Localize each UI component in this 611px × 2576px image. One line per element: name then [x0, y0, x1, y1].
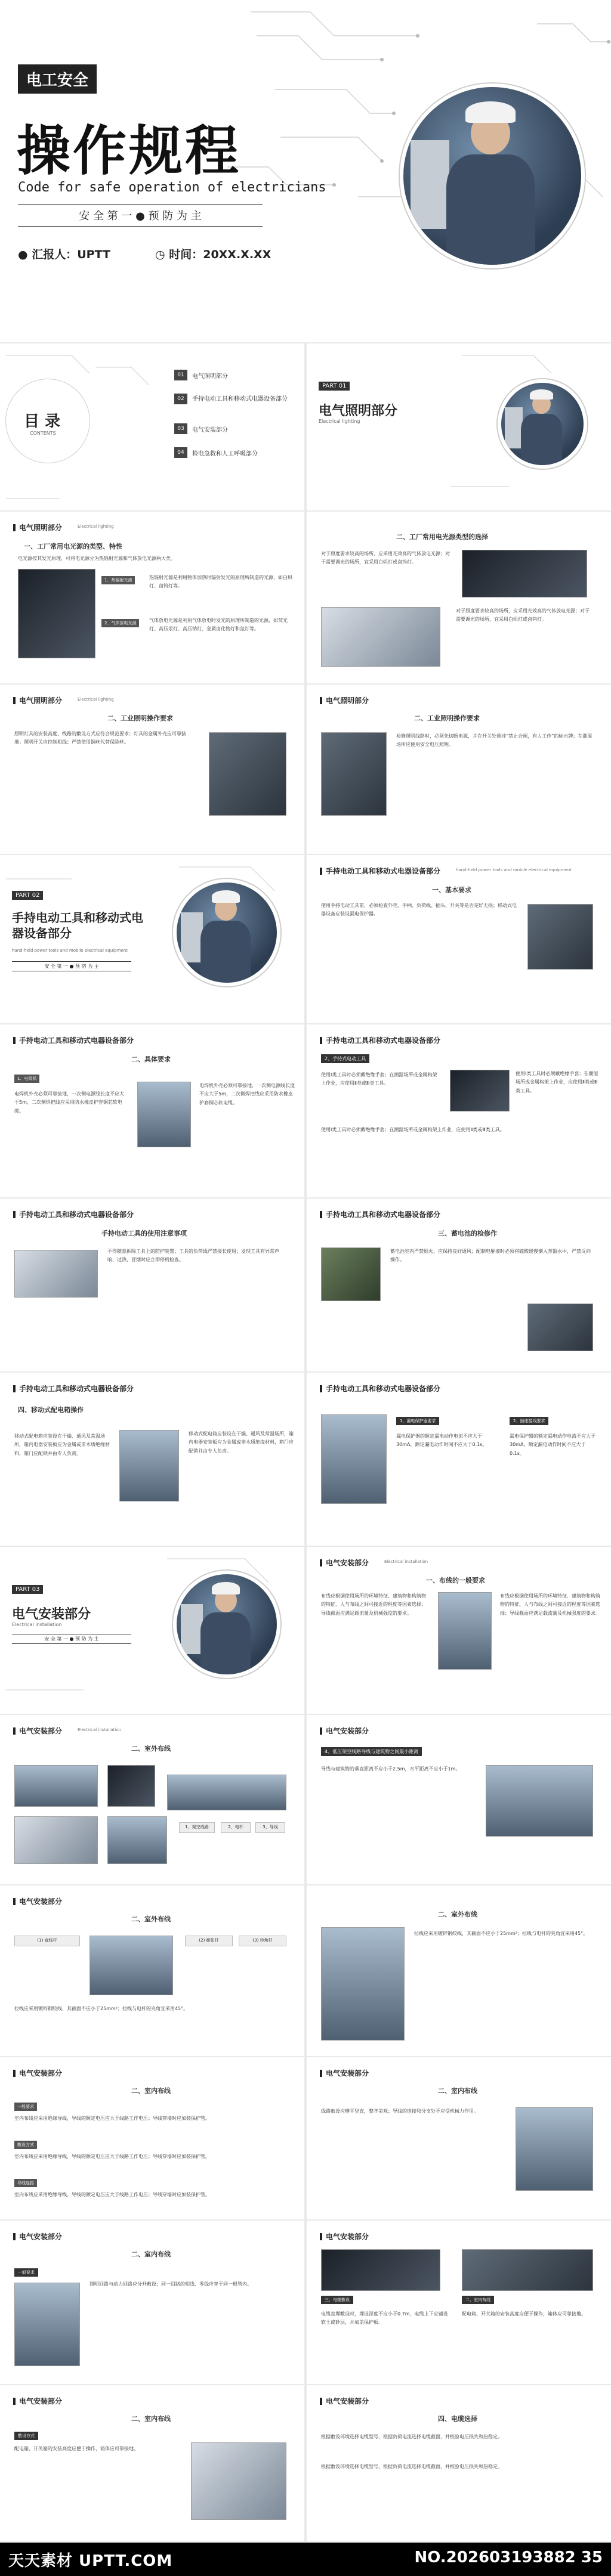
part-sub: Electrical lighting — [319, 419, 360, 424]
sub-badge: 三、电缆敷设 — [321, 2296, 353, 2304]
toc-num: 04 — [174, 447, 187, 458]
sky-line-photo — [167, 1775, 286, 1810]
clock-icon: ◷ — [155, 248, 165, 261]
body-text: 热辐射光源是利用物体加热时辐射发光的原理所制造的光源，如白炽灯、卤钨灯等。 — [149, 575, 292, 589]
body-text: 电缆直埋敷设时，埋设深度不应小于0.7m，电缆上下应铺设软土或砂层，并加盖保护板。 — [321, 2311, 448, 2326]
install-slide-9 — [307, 2221, 611, 2384]
body-text: 不得随意拆除工具上的防护装置；工具的负荷线严禁接长使用；发现工具有异常声响、过热、冒烟时应立即停机检查。 — [107, 1249, 279, 1263]
slide-header: 手持电动工具和移动式电器设备部分 — [320, 866, 440, 876]
electrician-photo — [321, 732, 387, 816]
tag-thermal: 1、热辐射光源 — [101, 576, 135, 584]
part-tag: PART 02 — [12, 891, 43, 900]
tag-1: 一般要求 — [14, 2103, 37, 2111]
section-title: 四、移动式配电箱操作 — [18, 1406, 84, 1414]
body-text: 对于照度要求较高的场所，应采用光效高的气体放电光源；对于需要调光的场所，宜采用白炽灯或卤钨灯。 — [321, 551, 450, 565]
body-text: 对于照度要求较高的场所，应采用光效高的气体放电光源；对于需要调光的场所，宜采用白炽灯或卤钨灯。 — [456, 608, 590, 623]
part-tag: PART 03 — [12, 1585, 43, 1594]
tower-line-photo — [486, 1765, 593, 1837]
install-slide-3 — [307, 1715, 611, 1884]
install-slide-5 — [307, 1885, 611, 2056]
toc-label: 电气照明部分 — [192, 373, 228, 380]
body-text: 漏电保护器的额定漏电动作电流不应大于30mA，额定漏电动作时间不应大于0.1s。 — [396, 1433, 487, 1448]
watermark-number: NO.202603193882 35 — [414, 2549, 603, 2566]
sub-badge: 敷设方式 — [14, 2432, 38, 2440]
slide-header: 电气安装部分 — [320, 2068, 369, 2078]
body-text: 照明灯具的安装高度、线路的敷设方式应符合规范要求；灯具的金属外壳应可靠接地；照明开关应控制相线；严禁使用铜丝代替保险丝。 — [14, 731, 186, 745]
slide-header: 电气照明部分 — [13, 695, 62, 705]
section-title: 二、室内布线 — [131, 2415, 171, 2423]
section-title: 二、室内布线 — [131, 2250, 171, 2258]
lighting-slide-3 — [0, 685, 304, 854]
body-text: 移动式配电箱应装设在干燥、通风及常温场所，箱内电器安装板应为金属或非木质绝缘材料，箱门应配锁并由专人负责。 — [14, 1433, 110, 1456]
tools-slide-2 — [0, 1024, 304, 1197]
conduit-photo — [191, 2442, 286, 2520]
body-text: 布线应根据使用场所的环境特征、建筑物和构筑物的特征、人与布线之间可接近的程度等因素选择；导线截面应满足载流量及机械强度的要求。 — [500, 1593, 600, 1616]
section-title: 二、工业照明操作要求 — [414, 714, 480, 722]
pylon-photo — [321, 1927, 405, 2041]
substation-photo — [516, 2107, 593, 2191]
item-label-1: 1、架空线路 — [179, 1822, 215, 1833]
part2-slide — [0, 855, 304, 1023]
reporter-label: 汇报人：UPTT — [32, 248, 110, 261]
tag-3: 导线连接 — [14, 2179, 37, 2187]
tag-welder: 1、电焊机 — [14, 1075, 39, 1083]
section-title: 二、具体要求 — [131, 1055, 171, 1063]
lighting-slide-1 — [0, 512, 304, 683]
body-text: 配电箱、开关箱的安装高度应便于操作，箱体应可靠接地。 — [462, 2311, 586, 2317]
slide-header: 电气照明部分 — [13, 522, 62, 532]
slide-header: 电气安装部分 — [13, 2068, 62, 2078]
section-title: 手持电动工具的使用注意事项 — [101, 1230, 187, 1237]
part3-photo — [173, 1571, 280, 1678]
time-label: 时间：20XX.X.XX — [169, 248, 271, 261]
part-title: 电气照明部分 — [319, 404, 398, 419]
sub-badge: 1、漏电保护器要求 — [396, 1417, 439, 1425]
part-tag: PART 01 — [319, 382, 350, 391]
body-text: 电光源按其发光原理，可将电光源分为热辐射光源和气体放电光源两大类。 — [18, 556, 175, 561]
item-label-3: (3) 转角杆 — [239, 1936, 286, 1946]
body-text: 移动式配电箱应装设在干燥、通风及常温场所，箱内电器安装板应为金属或非木质绝缘材料，箱门应配锁并由专人负责。 — [189, 1431, 294, 1454]
pylon-photo — [438, 1592, 492, 1670]
install-slide-11 — [307, 2385, 611, 2541]
part-slogan: 安 全 第 一 ● 预 防 为 主 — [12, 1634, 131, 1644]
slide-header: 电气安装部分 — [320, 2396, 369, 2406]
toc-slide — [0, 343, 304, 510]
part3-slide — [0, 1547, 304, 1714]
worker-photo — [527, 904, 593, 970]
pliers-photo — [14, 1250, 98, 1298]
slide-header: 手持电动工具和移动式电器设备部分 — [320, 1383, 440, 1394]
slide-header: 手持电动工具和移动式电器设备部分 — [13, 1035, 134, 1045]
slide-header: 电气安装部分 — [320, 1726, 369, 1736]
section-title: 二、室内布线 — [131, 2087, 171, 2095]
pole-photo — [14, 1816, 98, 1864]
tag-gas: 2、气体放电光源 — [101, 619, 139, 627]
section-title: 二、室外布线 — [438, 1911, 477, 1918]
body-text: 配电箱、开关箱的安装高度应便于操作，箱体应可靠接地。 — [14, 2446, 138, 2451]
body-text: 检修照明线路时，必须先切断电源，并在开关处悬挂“禁止合闸，有人工作”的标示牌；在潮湿场所应使用安全电压照明。 — [396, 733, 593, 748]
body-text: 室内布线应采用绝缘导线，导线的额定电压应大于线路工作电压；导线穿墙时应加装保护管。 — [14, 2116, 210, 2121]
welder-photo — [137, 1082, 191, 1147]
body-text: 使用Ⅰ类工具时必须戴绝缘手套；在潮湿场所或金属构架上作业，应使用Ⅱ类或Ⅲ类工具。 — [321, 1127, 505, 1132]
battery-photo — [527, 1304, 593, 1351]
control-panel-photo — [321, 607, 440, 667]
body-text: 漏电保护器的额定漏电动作电流不应大于30mA，额定漏电动作时间不应大于0.1s。 — [510, 1433, 595, 1456]
wire-photo — [107, 1816, 167, 1864]
battery-room-photo — [321, 1247, 381, 1301]
part-sub: Electrical installation — [12, 1622, 62, 1627]
toc-item-3[interactable] — [174, 423, 228, 434]
body-text: 线路敷设应横平竖直，整齐美观；导线的连接和分支处不应受机械力作用。 — [321, 2109, 479, 2114]
lamp-diagram-photo — [462, 550, 587, 597]
section-title: 二、室内布线 — [438, 2087, 477, 2095]
slide-header: 电气安装部分 — [13, 1896, 62, 1906]
part-title: 手持电动工具和移动式电器设备部分 — [12, 911, 143, 940]
watermark-site: 天天素材 UPTT.COM — [8, 2552, 173, 2570]
toc-num: 01 — [174, 370, 187, 380]
slide-header: 手持电动工具和移动式电器设备部分 — [320, 1209, 440, 1219]
body-text: 使用Ⅰ类工具时必须戴绝缘手套；在潮湿场所或金属构架上作业，应使用Ⅱ类或Ⅲ类工具。 — [516, 1071, 598, 1094]
section-title: 一、工厂常用电光源的类型、特性 — [24, 543, 122, 550]
section-title: 二、工业照明操作要求 — [107, 714, 173, 722]
user-icon: ● — [18, 248, 28, 261]
cover-electrician-photo — [400, 83, 585, 268]
slide-header-sub: Electrical lighting — [78, 697, 114, 702]
slide-header-sub: Electrical installation — [78, 1727, 122, 1732]
toc-num: 03 — [174, 423, 187, 434]
body-text: 布线应根据使用场所的环境特征、建筑物和构筑物的特征、人与布线之间可接近的程度等因素选择；导线截面应满足载流量及机械强度的要求。 — [321, 1593, 426, 1616]
slide-header: 手持电动工具和移动式电器设备部分 — [13, 1209, 134, 1219]
slide-header: 电气安装部分 — [320, 2231, 369, 2241]
install-slide-4 — [0, 1885, 304, 2056]
cover-tag: 电工安全 — [18, 64, 97, 94]
slide-header: 手持电动工具和移动式电器设备部分 — [13, 1383, 134, 1394]
part-sub: hand-held power tools and mobile electrical equipment — [12, 948, 128, 953]
body-text: 根据敷设环境选择电缆型号，根据负荷电流选择电缆截面，并校验电压损失和热稳定。 — [321, 2434, 502, 2439]
reporter-row — [18, 246, 110, 262]
electrician-work-photo — [209, 732, 286, 816]
body-text: 照明回路与动力回路应分开敷设；同一回路的相线、零线应穿于同一根管内。 — [90, 2281, 252, 2287]
section-title: 二、室外布线 — [131, 1915, 171, 1923]
slide-header-sub: Electrical installation — [384, 1559, 428, 1564]
install-slide-7 — [307, 2057, 611, 2219]
section-title: 三、蓄电池的检修作 — [438, 1230, 497, 1237]
tools-slide-4 — [0, 1199, 304, 1371]
slide-header-sub: hand-held power tools and mobile electrical equipment — [456, 868, 572, 872]
line-photo — [107, 1765, 155, 1807]
toc-item-4[interactable] — [174, 447, 258, 458]
slide-header: 电气安装部分 — [13, 1726, 62, 1736]
install-slide-2 — [0, 1715, 304, 1884]
sub-badge: 一般要求 — [14, 2268, 38, 2277]
body-text: 拉线应采用镀锌钢绞线，其截面不应小于25mm²；拉线与电杆的夹角宜采用45°。 — [14, 2006, 189, 2011]
cover-title: 操作规程 — [17, 120, 241, 182]
slide-header: 电气照明部分 — [320, 695, 369, 705]
toc-title: 目 录 — [24, 413, 61, 431]
watermark-footer — [0, 2543, 611, 2576]
cable-tray-photo — [321, 2249, 440, 2291]
part1-photo — [498, 379, 587, 469]
item-label-2: (2) 耐张杆 — [185, 1936, 233, 1946]
switchgear-photo — [462, 2249, 593, 2291]
sub-badge: 2、插座接线要求 — [510, 1417, 548, 1425]
part1-slide — [307, 343, 611, 510]
body-text: 电焊机外壳必须可靠接地，一次侧电源线长度不应大于5m，二次侧焊把线应采用防水橡皮护套铜芯软电缆。 — [14, 1091, 124, 1114]
toc-item-1[interactable] — [174, 370, 228, 380]
body-text: 室内布线应采用绝缘导线，导线的额定电压应大于线路工作电压；导线穿墙时应加装保护管。 — [14, 2192, 210, 2197]
install-slide-10 — [0, 2385, 304, 2541]
install-slide-8 — [0, 2221, 304, 2384]
tools-slide-7 — [307, 1373, 611, 1546]
item-label-1: (1) 直线杆 — [14, 1936, 80, 1946]
part-title: 电气安装部分 — [12, 1607, 91, 1622]
slide-header: 电气安装部分 — [13, 2396, 62, 2406]
tools-slide-3 — [307, 1024, 611, 1197]
toc-label: 电气安装部分 — [192, 426, 228, 434]
cover-slogan: 安 全 第 一 ● 预 防 为 主 — [18, 204, 263, 227]
section-badge: 4、低压架空线路导线与建筑物之间最小距离 — [321, 1747, 422, 1756]
section-title: 四、电缆选择 — [438, 2415, 477, 2423]
overhead-line-photo — [14, 1765, 98, 1807]
body-text: 室内布线应采用绝缘导线，导线的额定电压应大于线路工作电压；导线穿墙时应加装保护管。 — [14, 2154, 210, 2159]
tower-photo — [321, 1414, 387, 1504]
tools-slide-5 — [307, 1199, 611, 1371]
toc-sub: CONTENTS — [30, 431, 56, 436]
body-text: 电焊机外壳必须可靠接地，一次侧电源线长度不应大于5m，二次侧焊把线应采用防水橡皮护套铜芯软电缆。 — [199, 1083, 295, 1106]
tools-slide-1 — [307, 855, 611, 1023]
toc-circle — [6, 379, 90, 463]
slide-header: 电气安装部分 — [13, 2231, 62, 2241]
toc-num: 02 — [174, 394, 187, 404]
section-title: 一、基本要求 — [432, 886, 471, 894]
tower-photo — [14, 2283, 80, 2366]
part-slogan: 安 全 第 一 ● 预 防 为 主 — [12, 961, 131, 971]
body-text: 拉线应采用镀锌钢绞线，其截面不应小于25mm²；拉线与电杆的夹角宜采用45°。 — [414, 1931, 588, 1936]
body-text: 导线与建筑物的垂直距离不应小于2.5m，水平距离不应小于1m。 — [321, 1766, 461, 1772]
part2-photo — [173, 879, 280, 986]
slide-header-sub: Electrical lighting — [78, 524, 114, 529]
install-slide-6 — [0, 2057, 304, 2219]
body-text: 蓄电池室内严禁烟火，应保持良好通风；配制电解液时必须将硫酸缓慢倒入蒸馏水中，严禁反向操作。 — [390, 1249, 591, 1263]
body-text: 使用手持电动工具前，必须检查外壳、手柄、负荷线、插头、开关等是否完好无损；移动式电器设备应装设漏电保护器。 — [321, 903, 517, 917]
substation-photo — [18, 569, 95, 658]
toc-item-2[interactable] — [174, 394, 300, 404]
lineman-photo — [119, 1430, 179, 1501]
toc-label: 手持电动工具和移动式电器设备部分 — [192, 395, 288, 402]
item-label-2: 2、电杆 — [221, 1822, 251, 1833]
item-label-3: 3、导线 — [255, 1822, 285, 1833]
slide-header: 手持电动工具和移动式电器设备部分 — [320, 1035, 440, 1045]
lighting-slide-4 — [307, 685, 611, 854]
section-title: 二、室外布线 — [131, 1745, 171, 1753]
section-badge: 2、手持式电动工具 — [321, 1054, 369, 1063]
tag-2: 敷设方式 — [14, 2141, 37, 2149]
body-text: 根据敷设环境选择电缆型号，根据负荷电流选择电缆截面，并校验电压损失和热稳定。 — [321, 2464, 502, 2469]
toc-label: 检电急救和人工呼吸部分 — [192, 450, 258, 457]
lighting-slide-2 — [307, 512, 611, 683]
straight-pole-photo — [90, 1936, 173, 1995]
time-row — [155, 246, 271, 262]
body-text: 气体放电光源是利用气体放电时发光的原理所制造的光源，如荧光灯、高压汞灯、高压钠灯、金属卤化物灯和氙灯等。 — [149, 618, 288, 632]
body-text: 使用Ⅰ类工具时必须戴绝缘手套；在潮湿场所或金属构架上作业，应使用Ⅱ类或Ⅲ类工具。 — [321, 1072, 437, 1086]
sub-badge: 二、室内布线 — [462, 2296, 494, 2304]
tools-slide-6 — [0, 1373, 304, 1546]
cover-subtitle: Code for safe operation of electricians — [18, 180, 326, 195]
slide-header: 电气安装部分 — [320, 1558, 369, 1568]
install-slide-1 — [307, 1547, 611, 1714]
power-tool-photo — [450, 1070, 510, 1111]
section-title: 二、工厂常用电光源类型的选择 — [396, 533, 488, 541]
section-title: 一、布线的一般要求 — [426, 1577, 485, 1584]
cover-slide — [0, 0, 611, 342]
